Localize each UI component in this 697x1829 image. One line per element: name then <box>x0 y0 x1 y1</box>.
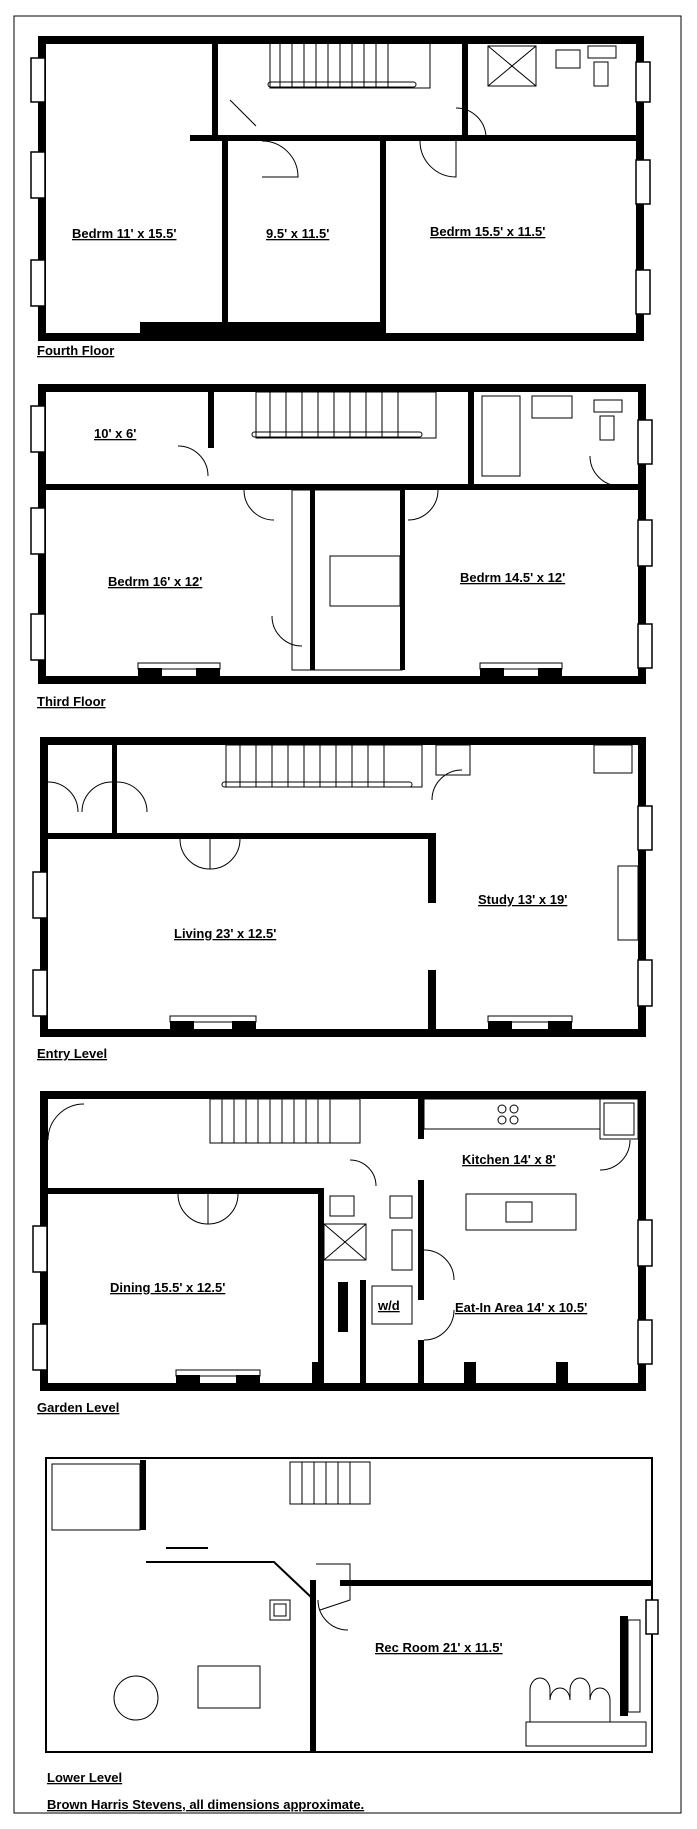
room-label: 9.5' x 11.5' <box>266 226 330 241</box>
room-label: Bedrm 15.5' x 11.5' <box>430 224 546 239</box>
stair-entry-level <box>222 745 422 787</box>
plan-garden-level <box>33 1091 652 1391</box>
sheet-border <box>14 16 681 1813</box>
floor-label-entry: Entry Level <box>37 1046 108 1061</box>
room-label: Eat-In Area 14' x 10.5' <box>455 1300 588 1315</box>
room-label: Bedrm 11' x 15.5' <box>72 226 177 241</box>
room-label: Living 23' x 12.5' <box>174 926 277 941</box>
plan-entry-level <box>33 737 652 1037</box>
room-label: Kitchen 14' x 8' <box>462 1152 556 1167</box>
room-label: Bedrm 16' x 12' <box>108 574 203 589</box>
room-label: 10' x 6' <box>94 426 137 441</box>
plan-fourth-floor <box>31 36 650 341</box>
floor-label-fourth: Fourth Floor <box>37 343 115 358</box>
floor-label-garden: Garden Level <box>37 1400 120 1415</box>
room-label: Study 13' x 19' <box>478 892 568 907</box>
room-label: Rec Room 21' x 11.5' <box>375 1640 503 1655</box>
plan-third-floor <box>31 384 652 684</box>
floor-label-lower: Lower Level <box>47 1770 123 1785</box>
stair-lower-level <box>290 1462 370 1504</box>
footer-note: Brown Harris Stevens, all dimensions approximate. <box>47 1797 365 1812</box>
stair-third-floor <box>252 392 436 438</box>
floor-label-third: Third Floor <box>37 694 106 709</box>
room-label: Dining 15.5' x 12.5' <box>110 1280 226 1295</box>
room-label: Bedrm 14.5' x 12' <box>460 570 566 585</box>
room-label: w/d <box>378 1298 400 1313</box>
stair-garden-level <box>210 1099 360 1143</box>
stair-fourth-floor <box>268 42 430 88</box>
plan-lower-level <box>46 1458 658 1752</box>
